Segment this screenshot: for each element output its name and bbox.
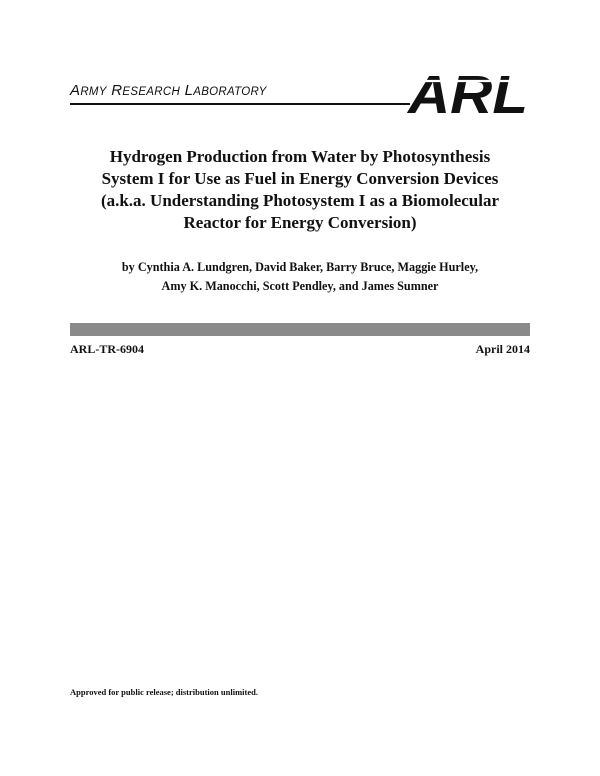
title-line: (a.k.a. Understanding Photosystem I as a Biomolecular [100,191,500,210]
lab-name-initial: A [70,82,81,99]
title-line: Hydrogen Production from Water by Photosynthesis [109,147,491,166]
title-line: Reactor for Energy Conversion) [183,213,417,232]
author-line: Amy K. Manocchi, Scott Pendley, and James Sumner [161,279,439,293]
arl-logo-text: ARL [406,66,528,118]
author-line: by Cynthia A. Lundgren, David Baker, Barry Bruce, Maggie Hurley, [121,260,479,274]
lab-name-part: ABORATORY [193,86,267,98]
report-title [70,146,530,234]
report-header [70,66,530,118]
author-list [70,258,530,296]
distribution-statement: Approved for public release; distribution unlimited. [70,687,258,697]
lab-name-part: ESEARCH [122,86,181,98]
title-line: System I for Use as Fuel in Energy Conversion Devices [101,169,499,188]
lab-name [70,82,267,99]
divider-bar [70,323,530,336]
header-rule [70,103,410,105]
report-number: ARL-TR-6904 [70,342,144,356]
lab-name-initial: R [111,82,123,99]
report-date: April 2014 [475,342,530,356]
lab-name-initial: L [184,82,194,99]
lab-name-part: RMY [80,86,107,98]
arl-logo [406,66,530,118]
